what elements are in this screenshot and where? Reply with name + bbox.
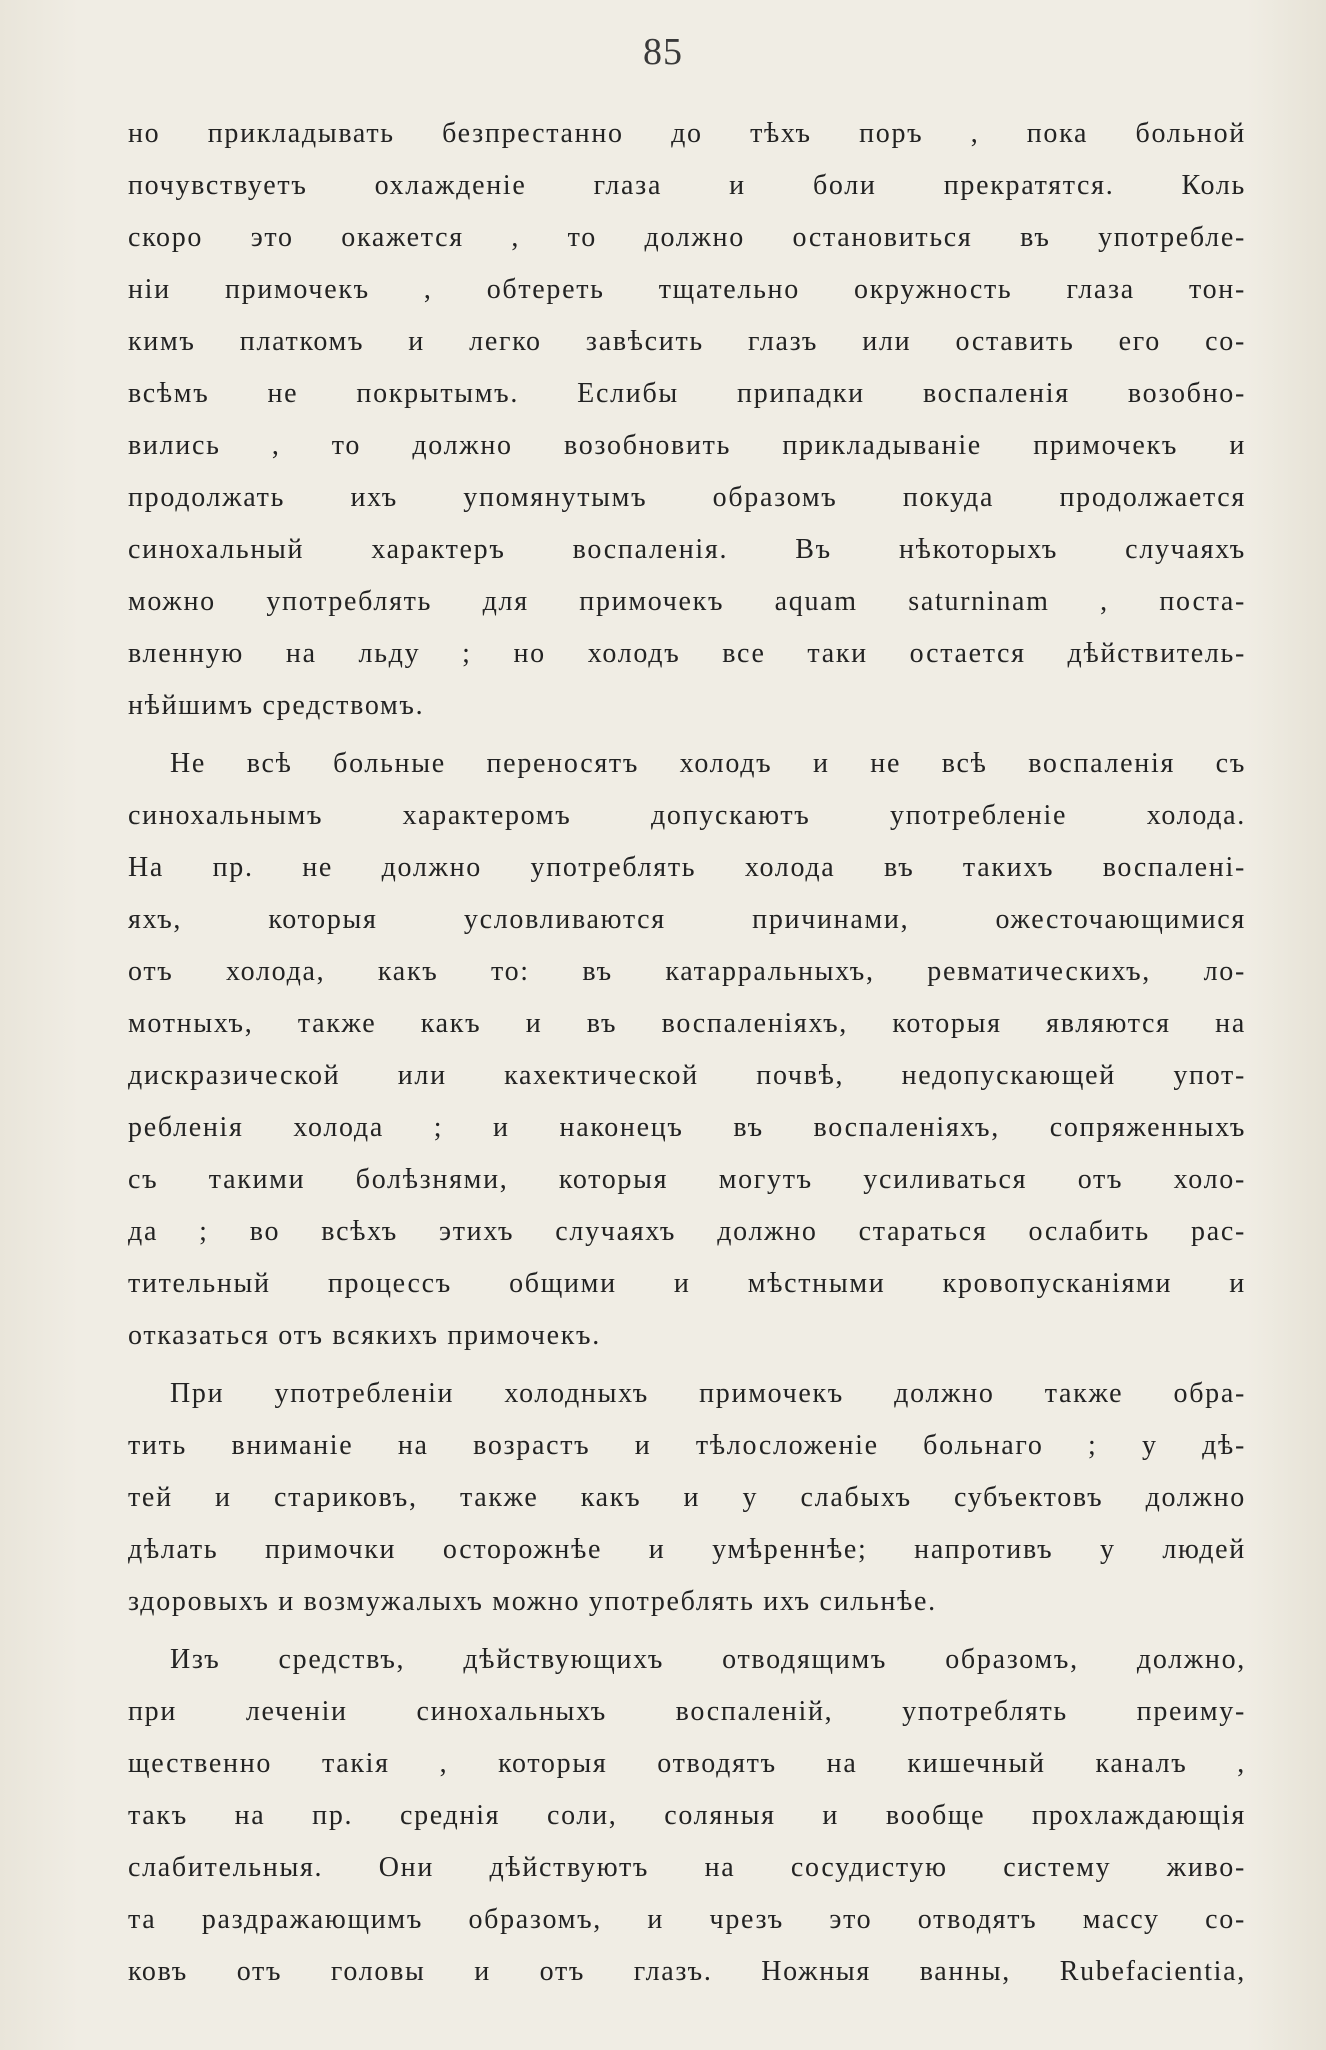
text-line: ребленія холода ; и наконецъ въ воспаленіяхъ, сопряженныхъ [128, 1112, 1246, 1143]
text-line: синохальнымъ характеромъ допускаютъ употребленіе холода. [128, 800, 1246, 831]
text-line: та раздражающимъ образомъ, и чрезъ это отводятъ массу со- [128, 1904, 1246, 1935]
text-line: продолжать ихъ упомянутымъ образомъ покуда продолжается [128, 482, 1246, 513]
text-line: Изъ средствъ, дѣйствующихъ отводящимъ образомъ, должно, [170, 1644, 1246, 1675]
text-line: ковъ отъ головы и отъ глазъ. Ножныя ванны, Rubefacientia, [128, 1956, 1246, 1987]
body-text [128, 108, 1246, 1998]
text-line: почувствуетъ охлажденіе глаза и боли прекратятся. Коль [128, 170, 1246, 201]
paragraph-1 [128, 108, 1246, 732]
text-line: при леченіи синохальныхъ воспаленій, употреблять преиму- [128, 1696, 1246, 1727]
text-line: яхъ, которыя условливаются причинами, ожесточающимися [128, 904, 1246, 935]
text-line: тей и стариковъ, также какъ и у слабыхъ субъектовъ должно [128, 1482, 1246, 1513]
paragraph-2 [128, 738, 1246, 1362]
text-line: всѣмъ не покрытымъ. Еслибы припадки воспаленія возобно- [128, 378, 1246, 409]
page-number: 85 [643, 31, 683, 73]
text-line: На пр. не должно употреблять холода въ такихъ воспаленi- [128, 852, 1246, 883]
text-line: вились , то должно возобновить прикладываніе примочекъ и [128, 430, 1246, 461]
text-line: нѣйшимъ средствомъ. [128, 690, 425, 721]
text-line: щественно такія , которыя отводятъ на кишечный каналъ , [128, 1748, 1246, 1779]
paragraph-4 [128, 1634, 1246, 1998]
text-line: такъ на пр. среднія соли, соляныя и вообще прохлаждающія [128, 1800, 1246, 1831]
text-line: можно употреблять для примочекъ aquam saturninam , поста- [128, 586, 1246, 617]
text-line: При употребленіи холодныхъ примочекъ должно также обра- [170, 1378, 1246, 1409]
text-line: кимъ платкомъ и легко завѣсить глазъ или оставить его со- [128, 326, 1246, 357]
text-line: но прикладывать безпрестанно до тѣхъ поръ , пока больной [128, 118, 1246, 149]
text-line: слабительныя. Они дѣйствуютъ на сосудистую систему живо- [128, 1852, 1246, 1883]
text-line: здоровыхъ и возмужалыхъ можно употреблять ихъ сильнѣе. [128, 1586, 937, 1617]
text-line: ніи примочекъ , обтереть тщательно окружность глаза тон- [128, 274, 1246, 305]
text-line: дѣлать примочки осторожнѣе и умѣреннѣе; напротивъ у людей [128, 1534, 1246, 1565]
text-line: отъ холода, какъ то: въ катарральныхъ, ревматическихъ, ло- [128, 956, 1246, 987]
text-line: тить вниманіе на возрастъ и тѣлосложеніе больнаго ; у дѣ- [128, 1430, 1246, 1461]
text-line: Не всѣ больные переносятъ холодъ и не всѣ воспаленія съ [170, 748, 1246, 779]
text-line: синохальный характеръ воспаленія. Въ нѣкоторыхъ случаяхъ [128, 534, 1246, 565]
text-line: скоро это окажется , то должно остановиться въ употребле- [128, 222, 1246, 253]
text-line: дискразической или кахектической почвѣ, недопускающей упот- [128, 1060, 1246, 1091]
text-line: отказаться отъ всякихъ примочекъ. [128, 1320, 601, 1351]
text-line: съ такими болѣзнями, которыя могутъ усиливаться отъ холо- [128, 1164, 1246, 1195]
paragraph-3 [128, 1368, 1246, 1628]
text-line: тительный процессъ общими и мѣстными кровопусканіями и [128, 1268, 1246, 1299]
text-line: вленную на льду ; но холодъ все таки остается дѣйствитель- [128, 638, 1246, 669]
text-line: да ; во всѣхъ этихъ случаяхъ должно стараться ослабить рас- [128, 1216, 1246, 1247]
text-line: мотныхъ, также какъ и въ воспаленіяхъ, которыя являются на [128, 1008, 1246, 1039]
